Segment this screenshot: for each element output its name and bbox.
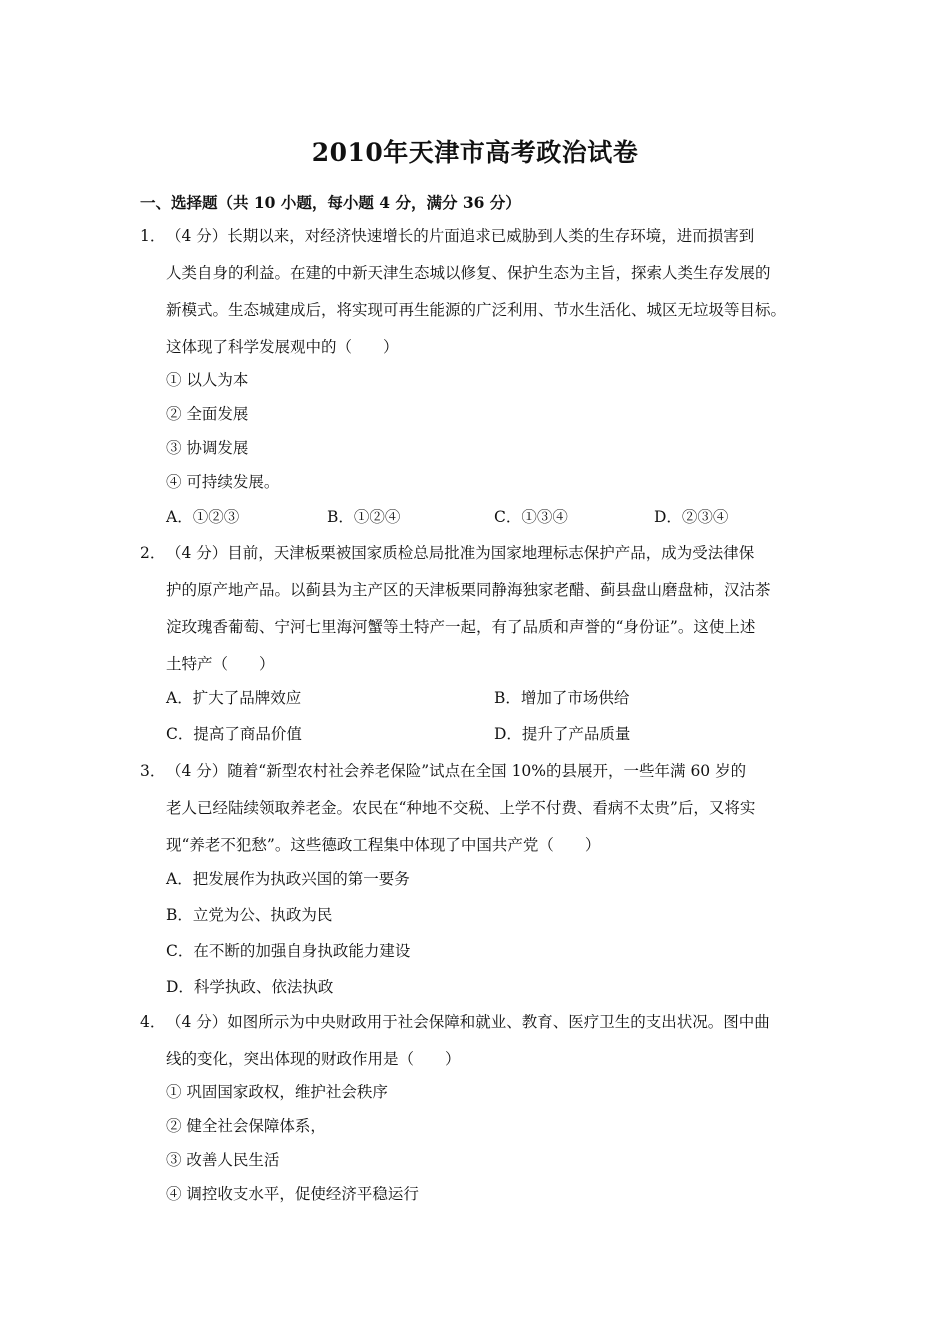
question-text-line: 新模式。生态城建成后，将实现可再生能源的广泛利用、节水生活化、城区无垃圾等目标。 [166, 301, 787, 319]
question-text-line: （4 分）随着“新型农村社会养老保险”试点在全国 10%的县展开，一些年满 60 岁的 [166, 762, 747, 780]
answer-option-a[interactable]: A．把发展作为执政兴国的第一要务 [166, 870, 410, 888]
question-text-line: 淀玫瑰香葡萄、宁河七里海河蟹等土特产一起，有了品质和声誉的“身份证”。这使上述 [166, 618, 756, 636]
page-title: 2010年天津市高考政治试卷 [311, 138, 639, 167]
question-number: 4． [140, 1013, 166, 1031]
question-text-line: （4 分）长期以来，对经济快速增长的片面追求已威胁到人类的生存环境，进而损害到 [166, 227, 755, 245]
statement-item: ③ 协调发展 [166, 439, 249, 457]
question-text-line: （4 分）目前，天津板栗被国家质检总局批准为国家地理标志保护产品，成为受法律保 [166, 544, 755, 562]
question-text-line: （4 分）如图所示为中央财政用于社会保障和就业、教育、医疗卫生的支出状况。图中曲 [166, 1013, 770, 1031]
statement-item: ① 巩固国家政权，维护社会秩序 [166, 1083, 388, 1101]
question-text-line: 现“养老不犯愁”。这些德政工程集中体现了中国共产党（ ） [166, 836, 601, 854]
statement-item: ① 以人为本 [166, 371, 249, 389]
question-number: 2． [140, 544, 166, 562]
answer-option-c[interactable]: C．①③④ [494, 508, 568, 526]
statement-item: ④ 调控收支水平，促使经济平稳运行 [166, 1185, 419, 1203]
question-text-line: 线的变化，突出体现的财政作用是（ ） [166, 1050, 461, 1068]
answer-option-d[interactable]: D．提升了产品质量 [494, 725, 631, 743]
statement-item: ④ 可持续发展。 [166, 473, 280, 491]
answer-option-d[interactable]: D．②③④ [654, 508, 729, 526]
question-text-line: 这体现了科学发展观中的（ ） [166, 338, 399, 356]
statement-item: ② 全面发展 [166, 405, 249, 423]
question-text-line: 人类自身的利益。在建的中新天津生态城以修复、保护生态为主旨，探索人类生存发展的 [166, 264, 771, 282]
statement-item: ③ 改善人民生活 [166, 1151, 280, 1169]
answer-option-c[interactable]: C．提高了商品价值 [166, 725, 302, 743]
question-number: 1． [140, 227, 166, 245]
answer-option-b[interactable]: B．①②④ [327, 508, 401, 526]
answer-option-c[interactable]: C．在不断的加强自身执政能力建设 [166, 942, 411, 960]
answer-option-b[interactable]: B．增加了市场供给 [494, 689, 630, 707]
statement-item: ② 健全社会保障体系， [166, 1117, 326, 1135]
question-text-line: 土特产（ ） [166, 655, 275, 673]
answer-option-a[interactable]: A．①②③ [166, 508, 240, 526]
answer-option-b[interactable]: B．立党为公、执政为民 [166, 906, 333, 924]
answer-option-a[interactable]: A．扩大了品牌效应 [166, 689, 302, 707]
question-text-line: 护的原产地产品。以蓟县为主产区的天津板栗同静海独家老醋、蓟县盘山磨盘柿，汉沽茶 [166, 581, 771, 599]
question-number: 3． [140, 762, 166, 780]
section-heading: 一、选择题（共 10 小题，每小题 4 分，满分 36 分） [140, 193, 521, 212]
answer-option-d[interactable]: D．科学执政、依法执政 [166, 978, 334, 996]
question-text-line: 老人已经陆续领取养老金。农民在“种地不交税、上学不付费、看病不太贵”后，又将实 [166, 799, 756, 817]
